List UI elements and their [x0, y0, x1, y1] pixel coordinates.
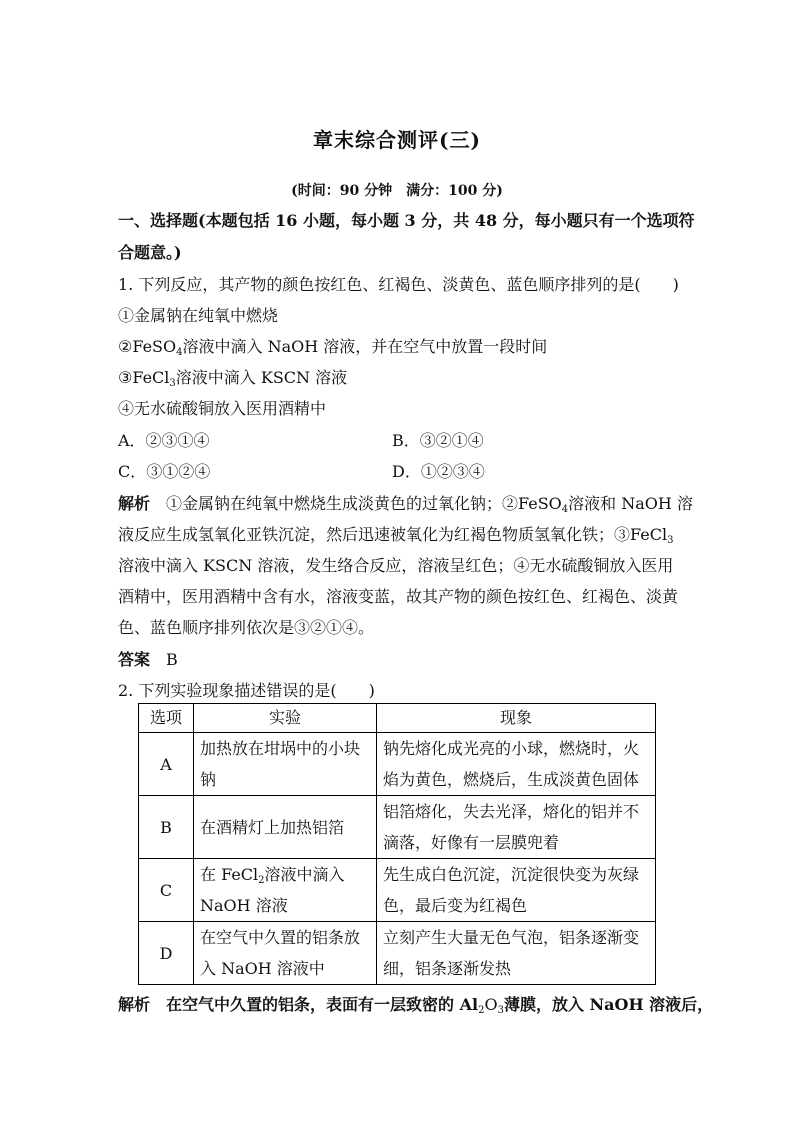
table-header-row: [139, 704, 656, 733]
q1-option-c: C．③①②④: [118, 462, 211, 481]
row-experiment: 在空气中久置的铝条放 入 NaOH 溶液中: [194, 922, 377, 985]
q1-item-1: ①金属钠在纯氧中燃烧: [118, 306, 279, 325]
table-row: [139, 796, 656, 859]
row-option: B: [139, 796, 194, 859]
section-heading-line2: 合题意。): [118, 243, 182, 262]
row-experiment: 在酒精灯上加热铝箔: [194, 796, 377, 859]
q1-item-4: ④无水硫酸铜放入医用酒精中: [118, 399, 327, 418]
row-phenomenon: 铝箔熔化，失去光泽，熔化的铝并不 滴落，好像有一层膜兜着: [377, 796, 656, 859]
explanation-label: 解析: [118, 995, 151, 1014]
q1-item-2: ②FeSO$_4$溶液中滴入 NaOH 溶液，并在空气中放置一段时间: [118, 337, 548, 358]
row-phenomenon: 钠先熔化成光亮的小球，燃烧时，火 焰为黄色，燃烧后，生成淡黄色固体: [377, 733, 656, 796]
row-option: C: [139, 859, 194, 922]
answer-label: 答案: [118, 650, 151, 669]
q1-explanation-line3: 溶液中滴入 KSCN 溶液，发生络合反应，溶液呈红色；④无水硫酸铜放入医用: [118, 556, 674, 575]
row-option: A: [139, 733, 194, 796]
q1-answer: [118, 647, 178, 670]
q2-table: [138, 703, 656, 985]
q1-item-3: ③FeCl$_3$溶液中滴入 KSCN 溶液: [118, 368, 348, 389]
row-experiment: 加热放在坩埚中的小块 钠: [194, 733, 377, 796]
answer-value: B: [150, 650, 178, 669]
page-title: 章末综合测评(三): [313, 128, 481, 152]
row-experiment: 在 FeCl$_2$溶液中滴入 NaOH 溶液: [194, 859, 377, 922]
table-header-experiment: 实验: [194, 704, 377, 733]
section-heading-line1: 一、选择题(本题包括 16 小题，每小题 3 分，共 48 分，每小题只有一个选项符: [118, 211, 695, 230]
q1-option-a: A．②③①④: [118, 431, 210, 450]
row-phenomenon: 立刻产生大量无色气泡，铝条逐渐变 细，铝条逐渐发热: [377, 922, 656, 985]
q1-option-b: B．③②①④: [392, 431, 484, 450]
table-header-option: 选项: [139, 704, 194, 733]
row-phenomenon: 先生成白色沉淀，沉淀很快变为灰绿 色，最后变为红褐色: [377, 859, 656, 922]
table-row: [139, 859, 656, 922]
q2-explanation-line1: 解析 在空气中久置的铝条，表面有一层致密的 $Al_2O_3$薄膜，放入 NaOH 溶液后，: [118, 995, 714, 1016]
table-header-phenomenon: 现象: [377, 704, 656, 733]
q1-explanation-line5: 色、蓝色顺序排列依次是③②①④。: [118, 618, 375, 637]
row-option: D: [139, 922, 194, 985]
q2-stem: 2. 下列实验现象描述错误的是( ): [118, 681, 375, 700]
q1-stem: 1. 下列反应，其产物的颜色按红色、红褐色、淡黄色、蓝色顺序排列的是( ): [118, 275, 679, 294]
table-row: [139, 733, 656, 796]
q1-explanation-line1: 解析 ①金属钠在纯氧中燃烧生成淡黄色的过氧化钠；②FeSO$_4$溶液和 NaOH 溶: [118, 494, 693, 515]
table-row: [139, 922, 656, 985]
q1-explanation-line4: 酒精中，医用酒精中含有水，溶液变蓝，故其产物的颜色按红色、红褐色、淡黄: [118, 587, 679, 606]
q1-explanation-line2: 液反应生成氢氧化亚铁沉淀，然后迅速被氧化为红褐色物质氢氧化铁；③FeCl$_3$: [118, 525, 674, 546]
exam-meta: (时间：90 分钟 满分：100 分): [291, 183, 503, 199]
q1-option-d: D．①②③④: [392, 462, 485, 481]
explanation-label: 解析: [118, 494, 151, 513]
